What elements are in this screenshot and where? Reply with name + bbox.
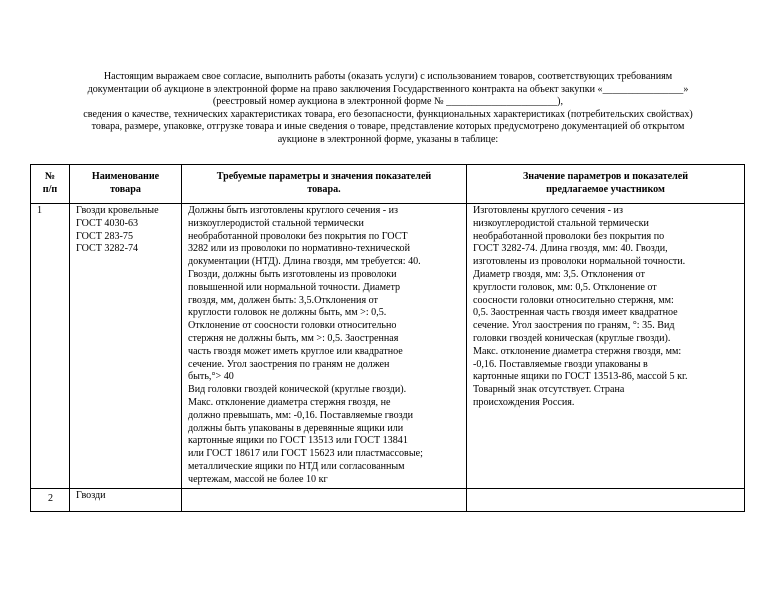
header-required-line: Требуемые параметры и значения показателей — [216, 171, 432, 183]
required-line: сечение. Угол заострения по граням не должен — [188, 358, 390, 370]
required-params-cell — [182, 488, 467, 511]
offered-line: необработанной проволоки без покрытия по — [473, 230, 665, 242]
offered-line: ГОСТ 3282-74. Длина гвоздя, мм: 40. Гвозди, — [473, 243, 668, 255]
intro-line: сведения о качестве, технических характеристиках товара, его безопасности, функциональных характеристиках (потребительских свойствах) — [83, 108, 693, 120]
intro-line: аукционе в электронной форме, указаны в таблице: — [277, 133, 499, 145]
offered-line: головки гвоздей коническая (круглые гвозди). — [473, 332, 671, 344]
product-name-cell — [70, 488, 182, 511]
product-spec-table — [30, 164, 745, 512]
required-line: стержня не должны быть, мм >: 0,5. Заостренная — [188, 332, 399, 344]
required-line: металлические ящики по НТД или согласованным — [188, 460, 405, 472]
required-line: круглости головок не должны быть, мм >: 0,5. — [188, 307, 387, 319]
header-offered-line: Значение параметров и показателей — [522, 171, 689, 183]
table-row — [31, 488, 745, 511]
required-line: Должны быть изготовлены круглого сечения - из — [188, 205, 399, 216]
required-line: должно превышать, мм: -0,16. Поставляемые гвозди — [188, 409, 414, 421]
required-line: или ГОСТ 18617 или ГОСТ 15623 или пластмассовые; — [188, 448, 423, 460]
offered-line: круглости головок, мм: 0,5. Отклонение от — [473, 281, 657, 293]
product-standard-line: ГОСТ 3282-74 — [76, 243, 139, 255]
header-name-line: Наименование — [91, 171, 160, 183]
required-line: необработанной проволоки без покрытия по ГОСТ — [188, 230, 408, 242]
offered-line: низкоуглеродистой стальной термически — [473, 217, 649, 229]
required-line: документации (НТД). Длина гвоздя, мм требуется: 40. — [188, 256, 421, 268]
header-name — [70, 165, 182, 204]
header-required — [182, 165, 467, 204]
required-line: повышенной или нормальной точности. Диаметр — [188, 281, 401, 293]
intro-paragraph — [20, 71, 756, 147]
product-standard-line: ГОСТ 4030-63 — [76, 217, 139, 229]
required-line: гвоздя, мм, должен быть: 3,5.Отклонения от — [188, 294, 378, 306]
offered-line: соосности головки относительно стержня, мм: — [473, 294, 674, 306]
required-line: Макс. отклонение диаметра стержня гвоздя, не — [188, 396, 391, 408]
offered-line: Диаметр гвоздя, мм: 3,5. Отклонения от — [473, 268, 645, 280]
header-num — [31, 165, 70, 204]
required-line: Вид головки гвоздей конической (круглые гвозди). — [188, 384, 407, 396]
intro-line: Настоящим выражаем свое согласие, выполнить работы (оказать услуги) с использованием товаров, соответствующих требованиям — [103, 71, 673, 82]
required-line: низкоуглеродистой стальной термически — [188, 217, 364, 229]
header-offered — [467, 165, 745, 204]
required-line: быть,°> 40 — [188, 371, 234, 383]
product-standard-line: ГОСТ 283-75 — [76, 230, 134, 242]
header-required-line: товара. — [307, 184, 341, 195]
table-row — [31, 204, 745, 489]
offered-line: изготовлены из проволоки нормальной точности. — [473, 256, 686, 268]
offered-line: Товарный знак отсутствует. Страна — [473, 384, 625, 396]
product-name-line: Гвозди кровельные — [76, 205, 159, 216]
offered-params-cell — [467, 488, 745, 511]
table-header-row — [31, 165, 745, 204]
header-num-line: № — [44, 171, 56, 183]
intro-line: (реестровый номер аукциона в электронной форме № ______________________), — [212, 96, 564, 108]
offered-line: -0,16. Поставляемые гвозди упакованы в — [473, 358, 648, 370]
offered-line: Изготовлены круглого сечения - из — [473, 205, 623, 216]
required-line: картонные ящики по ГОСТ 13513 или ГОСТ 13841 — [188, 435, 408, 447]
header-name-line: товара — [110, 184, 141, 195]
intro-line: документации об аукционе в электронной форме на право заключения Государственного контракта на объект закупки «________________» — [87, 83, 689, 95]
row-number: 1 — [31, 204, 70, 489]
required-line: должны быть упакованы в деревянные ящики или — [188, 422, 404, 434]
offered-line: Макс. отклонение диаметра стержня гвоздя, мм: — [473, 345, 682, 357]
product-name-line: Гвозди — [76, 489, 106, 501]
offered-line: сечение. Угол заострения по граням, °: 35. Вид — [473, 320, 675, 332]
required-line: часть гвоздя может иметь круглое или квадратное — [188, 345, 403, 357]
offered-params-cell — [467, 204, 745, 489]
required-line: Отклонение от соосности головки относительно — [188, 320, 397, 332]
offered-line: 0,5. Заостренная часть гвоздя имеет квадратное — [473, 307, 678, 319]
required-params-cell — [182, 204, 467, 489]
required-line: 3282 или из проволоки по нормативно-технической — [188, 243, 410, 255]
header-num-line: п/п — [42, 184, 58, 195]
header-offered-line: предлагаемое участником — [546, 184, 665, 195]
offered-line: картонные ящики по ГОСТ 13513-86, массой 5 кг. — [473, 371, 688, 383]
offered-line: происхождения Россия. — [473, 396, 575, 408]
required-line: Гвозди, должны быть изготовлены из проволоки — [188, 268, 397, 280]
required-line: чертежам, массой не более 10 кг — [188, 473, 328, 485]
intro-line: товара, размере, упаковке, отгрузке товара и иные сведения о товаре, представление которых предусмотрено документацией об открытом — [91, 121, 685, 133]
row-number: 2 — [31, 488, 70, 511]
product-name-cell — [70, 204, 182, 489]
